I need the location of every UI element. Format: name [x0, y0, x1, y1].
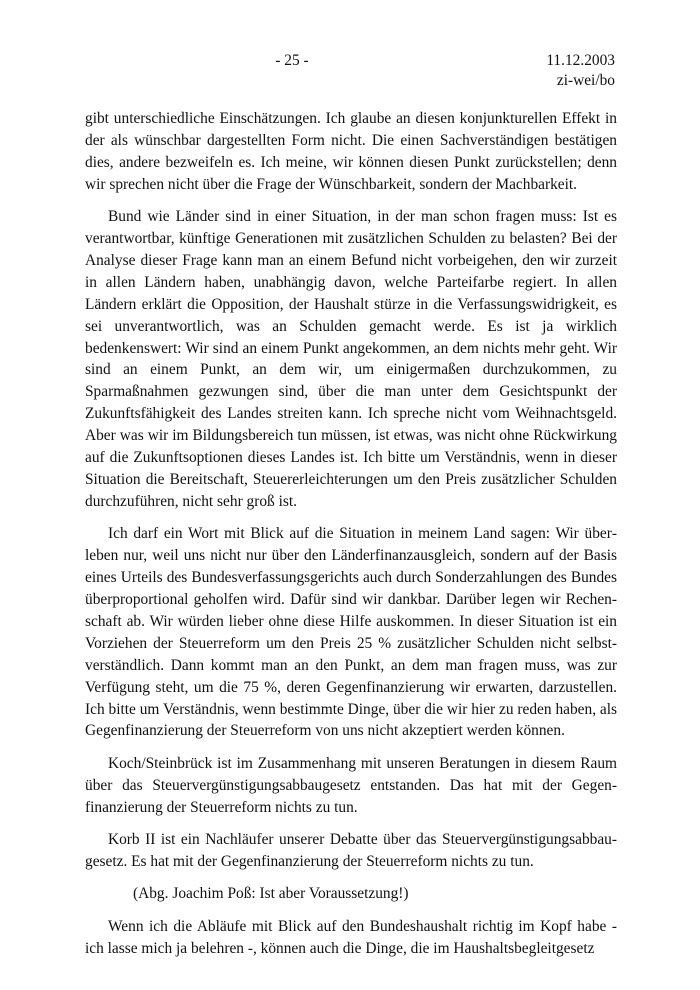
- header-reference: zi-wei/bo: [556, 72, 615, 89]
- page-number: - 25 -: [275, 52, 309, 69]
- paragraph-korb-ii: Korb II ist ein Nachläufer unserer Debatte über das Steuervergünstigungsabbaugesetz. Es hat mit der Gegenfinanzierung der Steuerreform nichts zu tun.: [85, 831, 617, 870]
- transcript-body: [85, 108, 617, 970]
- paragraph-federal-budget: Wenn ich die Abläufe mit Blick auf den Bundeshaushalt richtig im Kopf habe - ich lasse mich ja belehren -, können auch die Dinge, die im Haushaltsbegleitgesetz: [85, 917, 617, 957]
- paragraph-continuation: gibt unterschiedliche Einschätzungen. Ich glaube an diesen konjunkturellen Effekt in der als wünschbar dargestellten Form nicht. Die einen Sachverständigen bestätigen dies, andere bezweifeln es. Ich meine, wir können diesen Punkt zurückstellen; denn wir sprechen nicht über die Frage der Wünschbarkeit, sondern der Machbarkeit.: [85, 110, 617, 193]
- paragraph-debt-situation: Bund wie Länder sind in einer Situation, in der man schon fragen muss: Ist es verantwortbar, künftige Generationen mit zusätzlichen Schulden zu belasten? Bei der Analyse dieser Frage kann man an einem Befund nicht vorbeigehen, den wir zurzeit in allen Ländern haben, unabhängig davon, welche Parteifarbe regiert. In allen Ländern erklärt die Opposition, der Haushalt stürze in die Verfassungswidrigkeit, es sei unverantwortlich, was an Schulden gemacht werde. Es ist ja wirklich bedenkenswert: Wir sind an einem Punkt angekommen, an dem nichts mehr geht. Wir sind an einem Punkt, an dem wir, um einigermaßen durchzukommen, zu Sparmaßnahmen gezwungen sind, über die man unter dem Gesichtspunkt der Zukunftsfähigkeit des Landes streiten kann. Ich spreche nicht vom Weihnachtsgeld. Aber was wir im Bildungsbereich tun müssen, ist etwas, was nicht ohne Rückwirkung auf die Zukunftsoptionen dieses Landes ist. Ich bitte um Verständnis, wenn in dieser Situation die Bereitschaft, Steuererleichterungen um den Preis zusätzlicher Schulden durchzuführen, nicht sehr groß ist.: [85, 208, 617, 510]
- paragraph-koch-steinbrueck: Koch/Steinbrück ist im Zusammenhang mit unseren Beratungen in diesem Raum über das Steuervergünstigungsabbaugesetz entstanden. Das hat mit der Gegenfinanzierung der Steuerreform nichts zu tun.: [85, 754, 617, 816]
- interjection: (Abg. Joachim Poß: Ist aber Voraussetzung!): [133, 885, 409, 903]
- header-date: 11.12.2003: [546, 52, 615, 69]
- paragraph-own-state: Ich darf ein Wort mit Blick auf die Situation in meinem Land sagen: Wir überleben nur, weil uns nicht nur über den Länderfinanzausgleich, sondern auf der Basis eines Urteils des Bundesverfassungsgerichts auch durch Sonderzahlungen des Bundes überproportional geholfen wird. Dafür sind wir dankbar. Darüber legen wir Rechenschaft ab. Wir würden lieber ohne diese Hilfe auskommen. In dieser Situation ist ein Vorziehen der Steuerreform um den Preis 25 % zusätzlicher Schulden nicht selbstverständlich. Dann kommt man an den Punkt, an dem man fragen muss, was zur Verfügung steht, um die 75 %, deren Gegenfinanzierung wir erwarten, darzustellen. Ich bitte um Verständnis, wenn bestimmte Dinge, über die wir hier zu reden haben, als Gegenfinanzierung der Steuerreform von uns nicht akzeptiert werden können.: [85, 525, 617, 740]
- header-meta: [546, 51, 615, 91]
